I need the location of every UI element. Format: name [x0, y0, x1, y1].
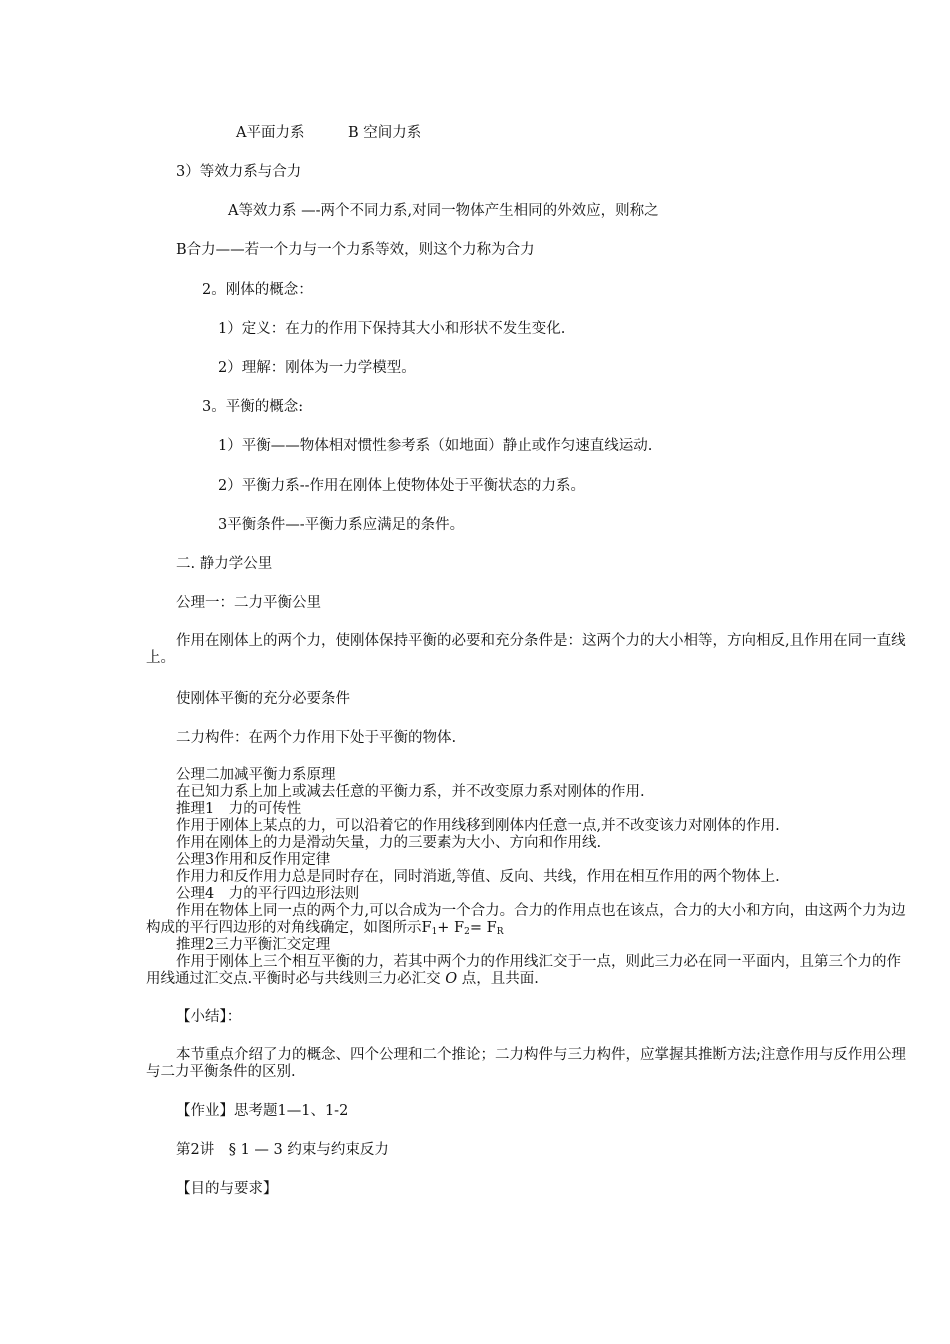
equals-f: = F [469, 920, 497, 936]
line-plane-force-system: A平面力系 B 空间力系 [236, 125, 422, 141]
line-sliding-vector: 作用在刚体上的力是滑动矢量，力的三要素为大小、方向和作用线. [176, 835, 602, 851]
paragraph-two-force-text: 作用在刚体上的两个力，使刚体保持平衡的必要和充分条件是：这两个力的大小相等，方向相反,且作用在同一直线上。 [146, 633, 906, 666]
heading-corollary-one: 推理1 力的可传性 [176, 801, 302, 817]
three-force-end: 点，且共面. [461, 971, 539, 987]
line-action-reaction: 作用力和反作用力总是同时存在，同时消逝,等值、反向、共线，作用在相互作用的两个物体上. [176, 869, 780, 885]
line-rigid-definition: 1）定义：在力的作用下保持其大小和形状不发生变化. [218, 321, 566, 337]
plus-f: + F [437, 920, 465, 936]
line-two-force-member: 二力构件：在两个力作用下处于平衡的物体. [176, 730, 457, 746]
subscript-1: 1 [431, 927, 438, 937]
heading-lecture-two: 第2讲 § 1 — 3 约束与约束反力 [176, 1142, 389, 1158]
parallelogram-text: 作用在物体上同一点的两个力,可以合成为一个合力。合力的作用点也在该点，合力的大小和方向，由这两个力为边构成的平行四边形的对角线确定，如图所示F [146, 903, 906, 936]
paragraph-three-force [146, 954, 912, 988]
heading-statics-axioms: 二. 静力学公里 [176, 556, 273, 572]
three-force-text: 作用于刚体上三个相互平衡的力，若其中两个力的作用线汇交于一点，则此三力必在同一平面内，且第三个力的作用线通过汇交点.平衡时必与共线则三力必汇交 [146, 954, 901, 987]
paragraph-summary [146, 1047, 912, 1081]
heading-axiom-four: 公理4 力的平行四边形法则 [176, 886, 360, 902]
line-equilibrium-force-system: 2）平衡力系--作用在刚体上使物体处于平衡状态的力系。 [218, 478, 586, 494]
line-equilibrium-condition: 3平衡条件—-平衡力系应满足的条件。 [218, 517, 465, 533]
line-resultant-definition: B合力——若一个力与一个力系等效，则这个力称为合力 [176, 242, 535, 258]
heading-axiom-one: 公理一：二力平衡公里 [176, 595, 321, 611]
heading-objectives: 【目的与要求】 [176, 1181, 278, 1197]
line-axiom-two-text: 在已知力系上加上或减去任意的平衡力系，并不改变原力系对刚体的作用. [176, 784, 645, 800]
subscript-2: 2 [464, 927, 470, 937]
point-o: O [445, 971, 458, 987]
line-equilibrium-definition: 1）平衡——物体相对惯性参考系（如地面）静止或作匀速直线运动. [218, 438, 653, 454]
heading-summary: 【小结】： [176, 1009, 242, 1025]
line-rigid-understanding: 2）理解：刚体为一力学模型。 [218, 360, 416, 376]
paragraph-two-force-equilibrium [146, 633, 912, 667]
heading-equivalent-force-system: 3）等效力系与合力 [176, 164, 302, 180]
paragraph-parallelogram [146, 903, 912, 941]
heading-axiom-two: 公理二加减平衡力系原理 [176, 767, 336, 783]
heading-corollary-two: 推理2三力平衡汇交定理 [176, 937, 331, 953]
line-equivalent-definition: A等效力系 —-两个不同力系,对同一物体产生相同的外效应，则称之 [228, 203, 659, 219]
heading-rigid-body: 2。刚体的概念： [202, 282, 313, 298]
line-sufficient-necessary: 使刚体平衡的充分必要条件 [176, 691, 350, 707]
subscript-r: R [496, 927, 504, 937]
line-homework: 【作业】思考题1—1、1-2 [176, 1103, 349, 1119]
line-transmissibility: 作用于刚体上某点的力，可以沿着它的作用线移到刚体内任意一点,并不改变该力对刚体的作用. [176, 818, 780, 834]
summary-text: 本节重点介绍了力的概念、四个公理和二个推论；二力构件与三力构件，应掌握其推断方法;注意作用与反作用公理与二力平衡条件的区别. [146, 1047, 906, 1080]
heading-equilibrium: 3。平衡的概念: [202, 399, 304, 415]
heading-axiom-three: 公理3作用和反作用定律 [176, 852, 331, 868]
